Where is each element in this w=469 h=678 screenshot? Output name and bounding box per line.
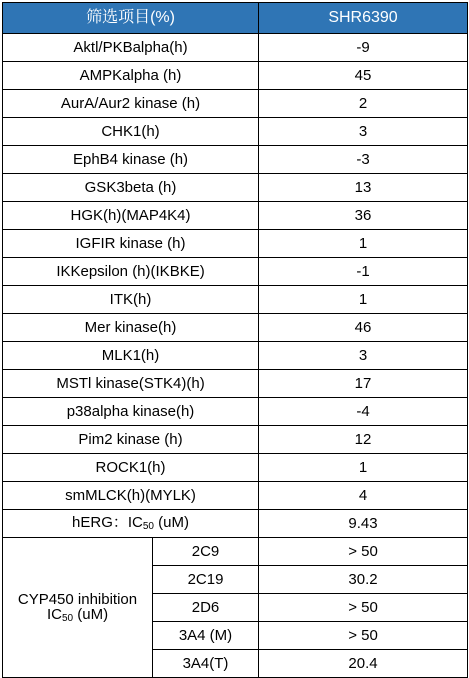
assay-name: IKKepsilon (h)(IKBKE)	[3, 258, 259, 286]
table-row	[3, 314, 468, 342]
assay-name: HGK(h)(MAP4K4)	[3, 202, 259, 230]
assay-name: AMPKalpha (h)	[3, 62, 259, 90]
assay-value: 4	[259, 482, 468, 510]
assay-value: 12	[259, 426, 468, 454]
header-compound: SHR6390	[259, 3, 468, 34]
cyp-value: > 50	[259, 622, 468, 650]
header-screening-item: 筛选项目(%)	[3, 3, 259, 34]
cyp-isoform: 3A4(T)	[153, 650, 259, 678]
table-row	[3, 146, 468, 174]
assay-value: 3	[259, 118, 468, 146]
cyp-value: 30.2	[259, 566, 468, 594]
table-row	[3, 398, 468, 426]
assay-value: -1	[259, 258, 468, 286]
cyp-label-sub: 50	[61, 612, 74, 624]
herg-label-suffix: (uM)	[154, 514, 189, 531]
cyp-isoform: 2C9	[153, 538, 259, 566]
table-row	[3, 230, 468, 258]
cyp-isoform: 2D6	[153, 594, 259, 622]
assay-name: ITK(h)	[3, 286, 259, 314]
assay-name: IGFIR kinase (h)	[3, 230, 259, 258]
assay-name: p38alpha kinase(h)	[3, 398, 259, 426]
assay-name: Aktl/PKBalpha(h)	[3, 34, 259, 62]
cyp-value: > 50	[259, 538, 468, 566]
assay-name: smMLCK(h)(MYLK)	[3, 482, 259, 510]
screening-table	[2, 2, 468, 678]
assay-value: 1	[259, 454, 468, 482]
assay-value: 13	[259, 174, 468, 202]
table-row	[3, 370, 468, 398]
assay-value: -9	[259, 34, 468, 62]
cyp-label-suffix: (uM)	[73, 605, 109, 623]
herg-row	[3, 510, 468, 538]
assay-name: EphB4 kinase (h)	[3, 146, 259, 174]
table-row	[3, 454, 468, 482]
cyp-isoform: 3A4 (M)	[153, 622, 259, 650]
assay-name: Pim2 kinase (h)	[3, 426, 259, 454]
assay-value: 1	[259, 230, 468, 258]
table-row	[3, 90, 468, 118]
assay-value: -4	[259, 398, 468, 426]
assay-value: 2	[259, 90, 468, 118]
cyp-label-prefix: IC	[46, 605, 62, 623]
assay-value: 3	[259, 342, 468, 370]
assay-value: 17	[259, 370, 468, 398]
assay-name: MSTl kinase(STK4)(h)	[3, 370, 259, 398]
table-row	[3, 426, 468, 454]
assay-value: 1	[259, 286, 468, 314]
assay-name: Mer kinase(h)	[3, 314, 259, 342]
assay-value: 36	[259, 202, 468, 230]
table-row	[3, 286, 468, 314]
cyp-group-label	[3, 538, 153, 678]
herg-value: 9.43	[259, 510, 468, 538]
table-row	[3, 258, 468, 286]
cyp-isoform: 2C19	[153, 566, 259, 594]
cyp-row	[3, 538, 468, 566]
table-row	[3, 34, 468, 62]
assay-name: GSK3beta (h)	[3, 174, 259, 202]
herg-label-sub: 50	[142, 521, 154, 532]
table-row	[3, 174, 468, 202]
cyp-label-line2	[3, 607, 152, 624]
cyp-label-line1: CYP450 inhibition	[17, 590, 138, 608]
table-row	[3, 118, 468, 146]
assay-value: 46	[259, 314, 468, 342]
cyp-value: > 50	[259, 594, 468, 622]
assay-name: CHK1(h)	[3, 118, 259, 146]
table-row	[3, 62, 468, 90]
table-header	[3, 3, 468, 34]
table-row	[3, 482, 468, 510]
table-body	[3, 34, 468, 678]
cyp-value: 20.4	[259, 650, 468, 678]
assay-value: 45	[259, 62, 468, 90]
herg-label-prefix: hERG：IC	[72, 514, 143, 531]
assay-name: AurA/Aur2 kinase (h)	[3, 90, 259, 118]
assay-name: MLK1(h)	[3, 342, 259, 370]
table-row	[3, 342, 468, 370]
assay-value: -3	[259, 146, 468, 174]
assay-name: ROCK1(h)	[3, 454, 259, 482]
herg-label	[3, 510, 259, 538]
table-row	[3, 202, 468, 230]
